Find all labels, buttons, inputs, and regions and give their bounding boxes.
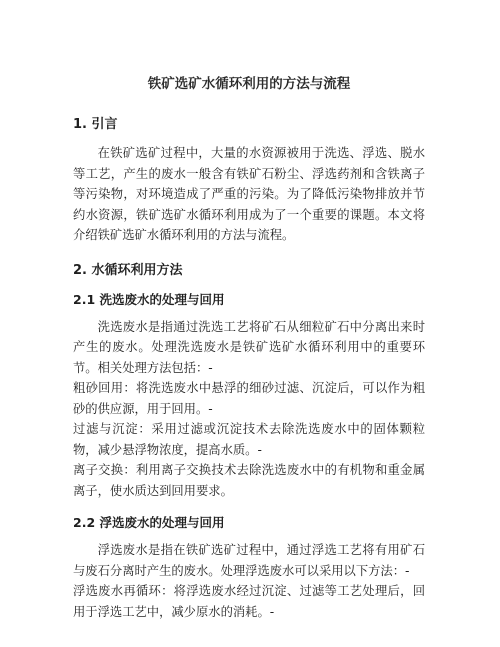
intro-paragraph: 在铁矿选矿过程中，大量的水资源被用于洗选、浮选、脱水等工艺，产生的废水一般含有铁矿石粉尘、浮选药剂和含铁离子等污染物，对环境造成了严重的污染。为了降低污染物排放并节约水资源，铁矿选矿水循环利用成为了一个重要的课题。本文将介绍铁矿选矿水循环利用的方法与流程。 bbox=[73, 146, 425, 242]
section-heading-intro: 1. 引言 bbox=[73, 117, 118, 132]
wash-method-item: 粗砂回用：将洗选废水中悬浮的细砂过滤、沉淀后，可以作为粗砂的供应源，用于回用。- bbox=[73, 381, 425, 416]
section-heading-methods: 2. 水循环利用方法 bbox=[73, 262, 183, 278]
wash-method-item: 离子交换：利用离子交换技术去除洗选废水中的有机物和重金属离子，使水质达到回用要求。 bbox=[73, 463, 425, 498]
flotation-intro-paragraph: 浮选废水是指在铁矿选矿过程中，通过浮选工艺将有用矿石与废石分离时产生的废水。处理浮选废水可以采用以下方法：- bbox=[73, 543, 425, 578]
document-title: 铁矿选矿水循环利用的方法与流程 bbox=[147, 76, 351, 92]
wash-intro-paragraph: 洗选废水是指通过洗选工艺将矿石从细粒矿石中分离出来时产生的废水。处理洗选废水是铁矿选矿水循环利用中的重要环节。相关处理方法包括：- bbox=[73, 319, 425, 375]
subsection-heading-flotation: 2.2 浮选废水的处理与回用 bbox=[73, 515, 225, 530]
wash-method-item: 过滤与沉淀：采用过滤或沉淀技术去除洗选废水中的固体颗粒物，减少悬浮物浓度，提高水质。- bbox=[73, 422, 425, 457]
subsection-heading-wash: 2.1 洗选废水的处理与回用 bbox=[73, 291, 225, 307]
flotation-method-item: 浮选废水再循环：将浮选废水经过沉淀、过滤等工艺处理后，回用于浮选工艺中，减少原水的消耗。- bbox=[73, 584, 425, 619]
